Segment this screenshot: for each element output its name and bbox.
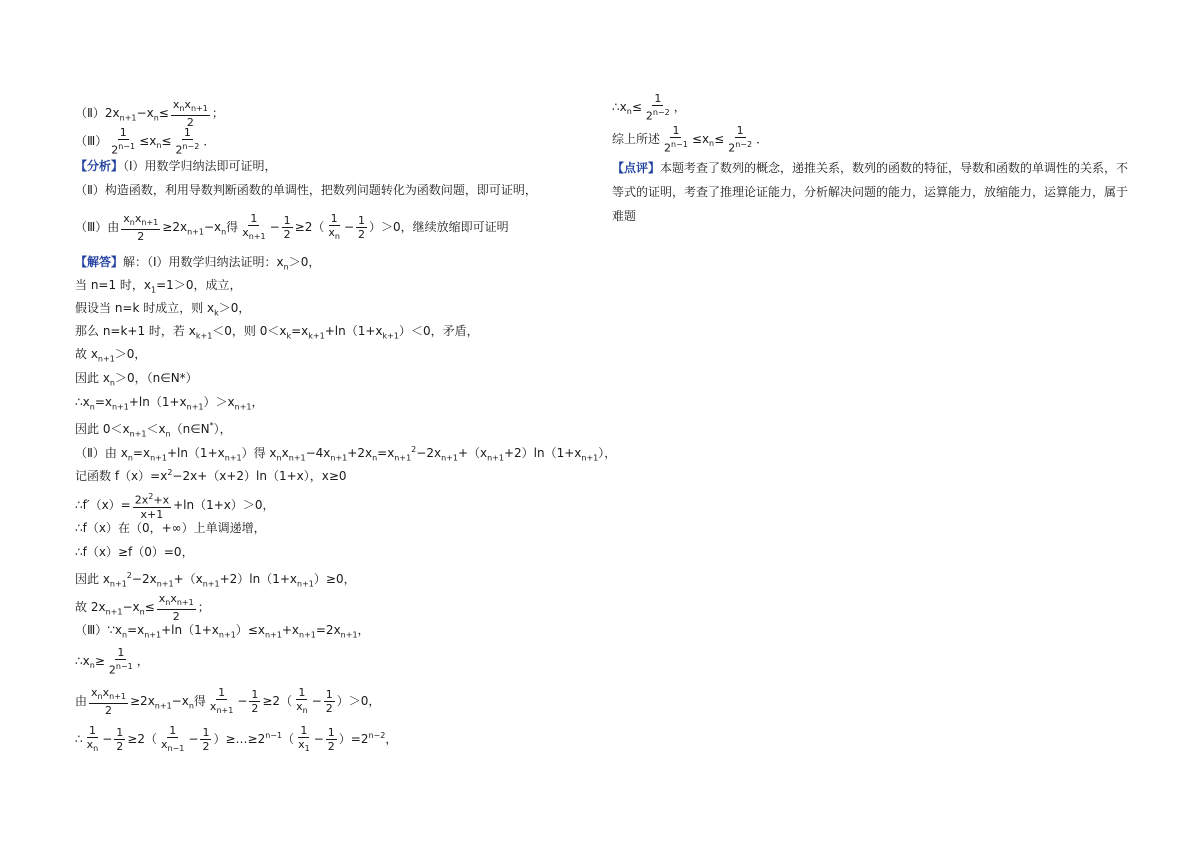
solution-line-19: ∴ $\frac{1}{x_n}$ − $\frac{1}{2}$ ≥2（ $\frac{1}{x_{n-1}}$ − $\frac{1}{2}$ ）$\ge\dots\ge 2^{n-1}$（ $\frac{1}{x_1}$ − $\frac{1}{2}$ ）$=2^{n-2}$， — [75, 724, 398, 754]
solution-line-1: 【解答】解：（Ⅰ）用数学归纳法证明：$x_n>0$， — [75, 255, 321, 272]
solution-line-18: 由 $\frac{x_nx_{n+1}}{2}$ $\ge 2x_{n+1}-x_n$得 $\frac{1}{x_{n+1}}$ − $\frac{1}{2}$ ≥2（ $\frac{1}{x_n}$ − $\frac{1}{2}$ ）＞0， — [75, 686, 381, 718]
solution-line-7: $\therefore x_n=x_{n+1}+\ln(1+x_{n+1})>x_{n+1}$， — [75, 395, 264, 412]
solution-line-5: 故 $x_{n+1}>0$， — [75, 347, 147, 364]
solution-line-17: $\therefore x_n\ge$ $\frac{1}{2^{n-1}}$ ， — [75, 646, 149, 677]
analysis-line-2: （Ⅱ）构造函数，利用导数判断函数的单调性，把数列问题转化为函数问题，即可证明， — [75, 183, 537, 197]
solution-line-15: 故 $2x_{n+1}-x_n\le$ $\frac{x_nx_{n+1}}{2}$ ； — [75, 592, 210, 624]
solution-line-11: ∴f′（x）= $\frac{2x^2+x}{x+1}$ +ln（1+x）＞0， — [75, 492, 275, 521]
solution-line-6: 因此 $x_n>0$，（n∈N*） — [75, 371, 198, 388]
right-line-2: 综上所述 $\frac{1}{2^{n-1}}$ $\le x_n\le$ $\frac{1}{2^{n-2}}$ ． — [612, 124, 769, 155]
solution-line-4: 那么 n=k+1 时，若 $x_{k+1}<0$，则 $0<x_k=x_{k+1}+\ln(1+x_{k+1})<0$，矛盾， — [75, 324, 479, 341]
analysis-line-3: （Ⅲ）由 $\frac{x_nx_{n+1}}{2}$ $\ge 2x_{n+1}-x_n$得 $\frac{1}{x_{n+1}}$ − $\frac{1}{2}$ ≥2（ $\frac{1}{x_n}$ − $\frac{1}{2}$ ）＞0，继续放缩即可证明 — [75, 212, 509, 244]
left-line-1: $(Ⅱ)2x_{n+1}-x_n\le$ $\frac{x_nx_{n+1}}{2}$ ； — [75, 98, 224, 130]
solution-line-9: （Ⅱ）由 $x_n=x_{n+1}+\ln(1+x_{n+1})$得 $x_nx_{n+1}-4x_{n+1}+2x_n=x_{n+1}^2-2x_{n+1}+(x_{n+1}+2)\ln(1+x_{n+1})$， — [75, 445, 617, 463]
solution-line-13: ∴f（x）≥f（0）=0， — [75, 545, 194, 559]
left-line-2: （Ⅲ） $\frac{1}{2^{n-1}}$ $\le x_n\le$ $\frac{1}{2^{n-2}}$ ． — [75, 126, 216, 157]
solution-line-12: ∴f（x）在（0，+∞）上单调递增， — [75, 521, 266, 535]
solution-line-16: $(Ⅲ)\because x_n=x_{n+1}+\ln(1+x_{n+1})\le x_{n+1}+x_{n+1}=2x_{n+1}$， — [75, 623, 370, 640]
solution-line-14: 因此 $x_{n+1}^2-2x_{n+1}+(x_{n+1}+2)\ln(1+x_{n+1})\ge 0$， — [75, 571, 356, 589]
comment-paragraph: 【点评】本题考查了数列的概念，递推关系，数列的函数的特征，导数和函数的单调性的关系，不等式的证明，考查了推理论证能力，分析解决问题的能力，运算能力，放缩能力，运算能力，属于难题 — [612, 161, 1129, 223]
solution-line-2: 当 n=1 时，$x_1=1>0$，成立， — [75, 278, 242, 295]
right-line-1: $\therefore x_n\le$ $\frac{1}{2^{n-2}}$ ， — [612, 92, 686, 123]
solution-line-8: 因此 $0<x_{n+1}<x_n(n\in N^*)$， — [75, 421, 232, 439]
analysis-line-1: 【分析】（Ⅰ）用数学归纳法即可证明， — [75, 159, 277, 173]
solution-line-10: 记函数 $f(x)=x^2-2x+(x+2)\ln(1+x)$，x≥0 — [75, 468, 347, 483]
solution-line-3: 假设当 n=k 时成立，则 $x_k>0$， — [75, 301, 251, 318]
